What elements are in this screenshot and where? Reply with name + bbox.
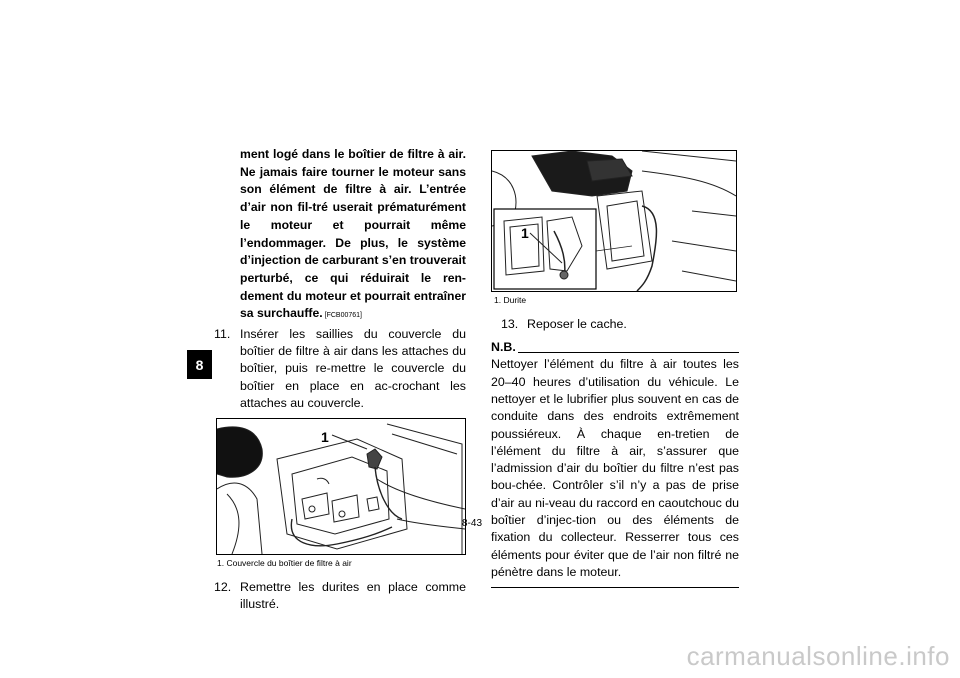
- figure-caption: 1. Durite: [494, 295, 527, 305]
- figure-callout-1: 1: [521, 225, 529, 241]
- left-column: [214, 146, 466, 613]
- figure-hose: [491, 150, 737, 292]
- nb-heading: [491, 339, 739, 356]
- page-number: 8-43: [462, 518, 483, 529]
- step-text: Reposer le cache.: [527, 317, 627, 331]
- chapter-tab: 8: [187, 350, 212, 379]
- right-column: [491, 150, 739, 588]
- caution-reference: [FCB00761]: [324, 312, 362, 320]
- figure-airbox-cover: [216, 418, 466, 555]
- step-number: 11.: [214, 327, 231, 342]
- caution-body: ment logé dans le boîtier de filtre à air. Ne jamais faire tourner le moteur sans son élément de filtre à air. L’entrée d’air non fil-tré userait prématurément le moteur et pourrait même l’endommager. De plus, le système d’injection de carburant s’en trouverait perturbé, ce qui réduirait le ren-dement du moteur et pourrait entraîner sa surchauffe.: [240, 147, 466, 321]
- nb-end-rule: [491, 587, 739, 588]
- step-12: [214, 579, 466, 613]
- step-text: Remettre les durites en place comme illustré.: [240, 580, 466, 612]
- caution-text: [240, 146, 466, 325]
- figure-callout-1: 1: [321, 429, 329, 446]
- watermark: carmanualsonline.info: [686, 641, 950, 671]
- nb-body: Nettoyer l’élément du filtre à air toutes les 20–40 heures d’utilisation du véhicule. Le nettoyer et le lubrifier plus souvent en cas de conduite dans des endroits extrêmement poussiéreux. À chaque en-tretien de l’élément du filtre à air, s’assurer que l’admission d’air du boîtier du filtre n’est pas bou-chée. Contrôler s’il n’y a pas de prise d’air au ni-veau du raccord en caoutchouc du boîtier d’injec-tion ou des éléments de fixation du collecteur. Resserrer tous ces éléments pour éviter que de l’air non filtré ne pénètre dans le moteur.: [491, 357, 739, 579]
- step-11: [214, 326, 466, 412]
- nb-title: N.B.: [491, 340, 516, 355]
- airbox-cover-illustration: [217, 419, 465, 554]
- step-13: [501, 316, 739, 333]
- figure-caption: 1. Couvercle du boîtier de filtre à air: [217, 558, 352, 569]
- step-text: Insérer les saillies du couvercle du boîtier de filtre à air dans les attaches du boîtier, puis re-mettre le couvercle du boîtier en place en ac-crochant les attaches au couvercle.: [240, 327, 466, 410]
- step-number: 13.: [501, 317, 519, 331]
- nb-rule: [518, 352, 739, 353]
- hose-illustration: [492, 151, 736, 291]
- step-number: 12.: [214, 580, 232, 595]
